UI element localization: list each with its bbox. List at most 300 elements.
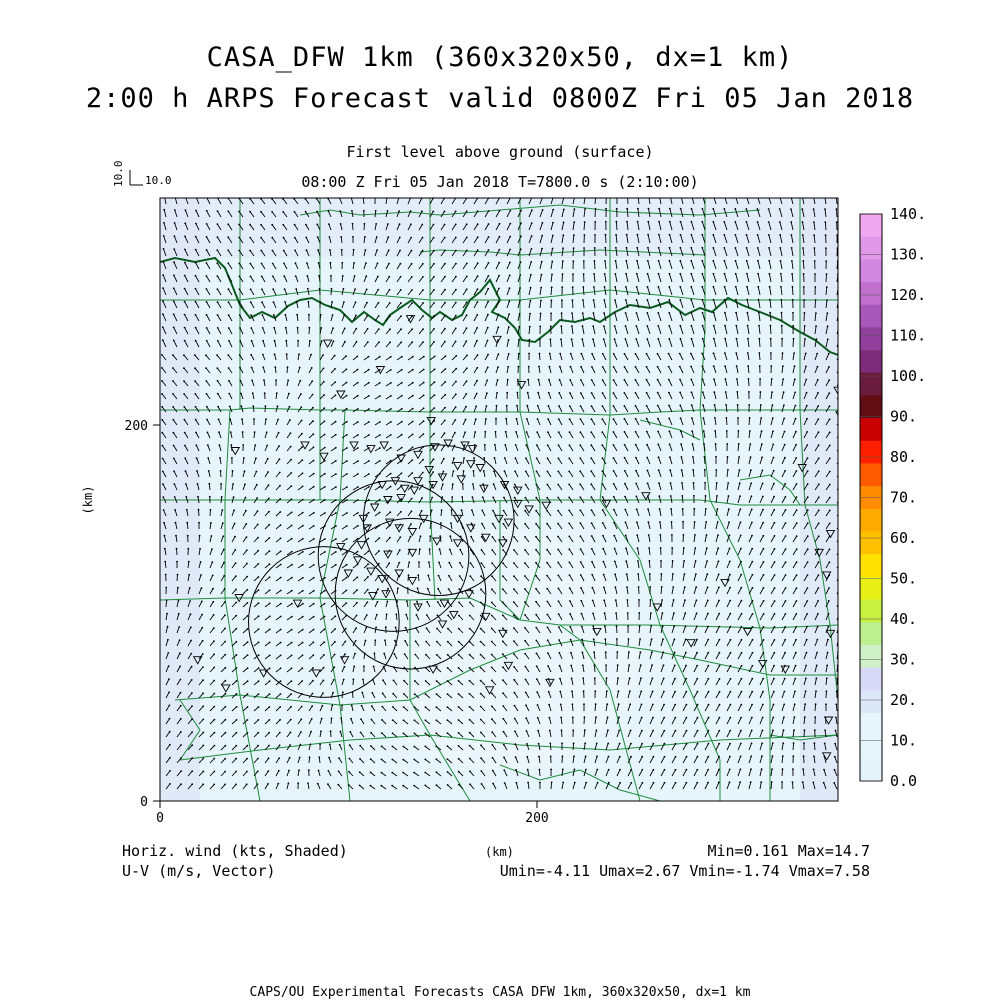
wind-vector-head bbox=[746, 273, 748, 275]
wind-vector-head bbox=[668, 353, 670, 355]
wind-vector-head bbox=[335, 512, 337, 514]
wind-vector-head bbox=[740, 743, 742, 745]
wind-vector-head bbox=[657, 379, 659, 381]
wind-vector-head bbox=[239, 354, 241, 356]
wind-vector-head bbox=[306, 249, 308, 251]
wind-vector-head bbox=[163, 209, 165, 211]
wind-vector-head bbox=[249, 263, 251, 265]
wind-vector-head bbox=[217, 236, 219, 238]
wind-vector-head bbox=[271, 211, 273, 213]
wind-vector-head bbox=[618, 730, 620, 732]
wind-vector-head bbox=[636, 273, 638, 275]
wind-vector-head bbox=[480, 732, 482, 734]
wind-vector-head bbox=[530, 261, 532, 263]
wind-vector-head bbox=[257, 537, 259, 539]
wind-vector-head bbox=[257, 783, 259, 785]
wind-vector-head bbox=[502, 575, 504, 577]
wind-vector-head bbox=[469, 732, 471, 734]
wind-vector-head bbox=[249, 237, 251, 239]
wind-vector-head bbox=[480, 615, 482, 617]
wind-vector-head bbox=[724, 299, 726, 301]
wind-vector-head bbox=[704, 482, 706, 484]
wind-vector-head bbox=[241, 418, 243, 420]
wind-vector-head bbox=[737, 404, 739, 406]
wind-vector-head bbox=[174, 509, 176, 511]
wind-vector-head bbox=[636, 312, 638, 314]
wind-vector-head bbox=[196, 470, 198, 472]
wind-vector-head bbox=[657, 325, 659, 327]
wind-vector-head bbox=[458, 784, 460, 786]
wind-vector-head bbox=[290, 706, 292, 708]
wind-vector-head bbox=[391, 772, 393, 774]
wind-vector-head bbox=[313, 512, 315, 514]
wind-vector-head bbox=[538, 756, 540, 758]
wind-vector-head bbox=[341, 249, 343, 251]
wind-vector-head bbox=[195, 419, 197, 421]
wind-vector-head bbox=[624, 457, 626, 459]
wind-vector-head bbox=[335, 551, 337, 553]
wind-vector-head bbox=[557, 575, 559, 577]
wind-vector-head bbox=[591, 496, 593, 498]
wind-vector-head bbox=[637, 221, 639, 223]
wind-vector-head bbox=[307, 782, 309, 784]
wind-vector-head bbox=[246, 589, 248, 591]
wind-vector-head bbox=[635, 457, 637, 459]
wind-vector-head bbox=[582, 325, 584, 327]
wind-vector-head bbox=[696, 612, 698, 614]
wind-vector-head bbox=[724, 312, 726, 314]
wind-vector-head bbox=[224, 601, 226, 603]
wind-vector-head bbox=[592, 600, 594, 602]
wind-vector-head bbox=[613, 509, 615, 511]
wind-vector-head bbox=[206, 340, 208, 342]
wind-vector-head bbox=[401, 382, 403, 384]
wind-vector-head bbox=[604, 260, 606, 262]
wind-vector-head bbox=[308, 769, 310, 771]
wind-vector-head bbox=[727, 456, 729, 458]
wind-vector-head bbox=[256, 497, 258, 499]
wind-vector-head bbox=[324, 628, 326, 630]
wind-vector-head bbox=[745, 208, 747, 210]
wind-vector-head bbox=[536, 665, 538, 667]
wind-vector-head bbox=[245, 523, 247, 525]
wind-vector-head bbox=[335, 434, 337, 436]
wind-vector-head bbox=[207, 444, 209, 446]
wind-vector-head bbox=[491, 692, 493, 694]
wind-vector-head bbox=[492, 783, 494, 785]
wind-vector-head bbox=[525, 666, 527, 668]
wind-vector-head bbox=[658, 247, 660, 249]
wind-vector-head bbox=[213, 784, 215, 786]
wind-vector-head bbox=[653, 756, 655, 758]
wind-vector-head bbox=[168, 678, 170, 680]
wind-vector-head bbox=[615, 586, 617, 588]
wind-vector-head bbox=[488, 236, 490, 238]
wind-vector-head bbox=[246, 783, 248, 785]
wind-vector-head bbox=[328, 223, 330, 225]
wind-vector-head bbox=[334, 355, 336, 357]
wind-vector-head bbox=[458, 615, 460, 617]
wind-vector-head bbox=[195, 314, 197, 316]
wind-vector-head bbox=[435, 758, 437, 760]
wind-vector-head bbox=[266, 445, 268, 447]
wind-vector-head bbox=[381, 706, 383, 708]
wind-vector-head bbox=[459, 575, 461, 577]
wind-vector-head bbox=[390, 356, 392, 358]
wind-vector-head bbox=[472, 496, 474, 498]
wind-vector-head bbox=[590, 457, 592, 459]
wind-vector-head bbox=[302, 486, 304, 488]
wind-vector-head bbox=[224, 771, 226, 773]
wind-vector-head bbox=[444, 420, 446, 422]
wind-vector-head bbox=[601, 431, 603, 433]
wind-vector-head bbox=[524, 588, 526, 590]
wind-vector-head bbox=[695, 560, 697, 562]
wind-vector-head bbox=[228, 340, 230, 342]
wind-vector-head bbox=[257, 510, 259, 512]
wind-vector-head bbox=[537, 717, 539, 719]
wind-vector-head bbox=[690, 353, 692, 355]
wind-vector-head bbox=[322, 705, 324, 707]
wind-vector-head bbox=[697, 743, 699, 745]
wind-vector-head bbox=[669, 443, 671, 445]
wind-vector-head bbox=[301, 680, 303, 682]
wind-vector-head bbox=[335, 486, 337, 488]
wind-vector-head bbox=[624, 496, 626, 498]
wind-vector-head bbox=[525, 704, 527, 706]
wind-vector-head bbox=[531, 235, 533, 237]
wind-vector-head bbox=[582, 299, 584, 301]
wind-vector-head bbox=[434, 368, 436, 370]
wind-vector-head bbox=[444, 432, 446, 434]
wind-vector-head bbox=[247, 602, 249, 604]
wind-vector-head bbox=[458, 602, 460, 604]
wind-vector-head bbox=[741, 639, 743, 641]
wind-vector-head bbox=[250, 301, 252, 303]
wind-vector-head bbox=[290, 472, 292, 474]
wind-vector-head bbox=[423, 369, 425, 371]
wind-vector-head bbox=[613, 470, 615, 472]
wind-vector-head bbox=[357, 499, 359, 501]
wind-vector-head bbox=[173, 274, 175, 276]
wind-vector-head bbox=[505, 431, 507, 433]
wind-vector-head bbox=[235, 784, 237, 786]
wind-vector-head bbox=[686, 730, 688, 732]
wind-vector-head bbox=[675, 782, 677, 784]
wind-vector-head bbox=[436, 771, 438, 773]
wind-vector-head bbox=[476, 314, 478, 316]
wind-vector-head bbox=[236, 706, 238, 708]
wind-vector-head bbox=[713, 338, 715, 340]
wind-vector-head bbox=[346, 499, 348, 501]
wind-vector-head bbox=[217, 393, 219, 395]
wind-vector-head bbox=[162, 445, 164, 447]
wind-vector-head bbox=[508, 326, 510, 328]
wind-vector-head bbox=[626, 586, 628, 588]
wind-vector-head bbox=[673, 612, 675, 614]
wind-vector-head bbox=[425, 680, 427, 682]
wind-vector-head bbox=[630, 769, 632, 771]
wind-vector-head bbox=[748, 404, 750, 406]
wind-vector-head bbox=[458, 745, 460, 747]
wind-vector-head bbox=[614, 299, 616, 301]
wind-vector-head bbox=[415, 640, 417, 642]
wind-vector-head bbox=[629, 703, 631, 705]
wind-vector-head bbox=[669, 469, 671, 471]
wind-vector-head bbox=[696, 769, 698, 771]
wind-vector-head bbox=[247, 732, 249, 734]
wind-vector-head bbox=[245, 510, 247, 512]
wind-vector-head bbox=[285, 340, 287, 342]
wind-vector-head bbox=[411, 276, 413, 278]
wind-vector-head bbox=[658, 208, 660, 210]
wind-vector-head bbox=[618, 690, 620, 692]
wind-vector-head bbox=[616, 638, 618, 640]
wind-vector-head bbox=[535, 575, 537, 577]
wind-vector-head bbox=[360, 732, 362, 734]
wind-vector-head bbox=[680, 221, 682, 223]
wind-vector-head bbox=[227, 210, 229, 212]
wind-vector-head bbox=[289, 757, 291, 759]
wind-vector-head bbox=[641, 769, 643, 771]
wind-vector-head bbox=[580, 535, 582, 537]
level-label: First level above ground (surface) bbox=[346, 143, 654, 161]
wind-vector-head bbox=[167, 652, 169, 654]
wind-vector-head bbox=[235, 628, 237, 630]
wind-vector-head bbox=[296, 314, 298, 316]
wind-vector-head bbox=[319, 301, 321, 303]
wind-vector-head bbox=[503, 510, 505, 512]
wind-vector-head bbox=[750, 482, 752, 484]
wind-vector-head bbox=[433, 237, 435, 239]
wind-vector-head bbox=[582, 286, 584, 288]
wind-vector bbox=[694, 483, 695, 490]
wind-vector-head bbox=[377, 276, 379, 278]
wind-vector-head bbox=[432, 471, 434, 473]
wind-vector-head bbox=[316, 224, 318, 226]
wind-vector-head bbox=[466, 263, 468, 265]
wind-vector-head bbox=[696, 782, 698, 784]
wind-vector-head bbox=[381, 732, 383, 734]
wind-vector-head bbox=[444, 315, 446, 317]
wind-vector-head bbox=[686, 717, 688, 719]
wind-vector-head bbox=[406, 600, 408, 602]
wind-vector-head bbox=[536, 471, 538, 473]
wind-vector-head bbox=[613, 522, 615, 524]
wind-vector-head bbox=[335, 394, 337, 396]
wind-vector-head bbox=[300, 731, 302, 733]
wind-vector-head bbox=[679, 353, 681, 355]
wind-vector-head bbox=[392, 706, 394, 708]
wind-vector-head bbox=[195, 249, 197, 251]
wind-vector-head bbox=[294, 211, 296, 213]
wind-vector-head bbox=[752, 587, 754, 589]
wind-vector-head bbox=[625, 299, 627, 301]
wind-vector-head bbox=[513, 679, 515, 681]
wind-vector-head bbox=[312, 433, 314, 435]
wind-vector bbox=[562, 730, 563, 737]
wind-vector-head bbox=[524, 627, 526, 629]
wind-vector-head bbox=[177, 574, 179, 576]
wind-vector-head bbox=[349, 744, 351, 746]
wind-vector-head bbox=[704, 456, 706, 458]
wind-vector-head bbox=[169, 744, 171, 746]
wind-vector-head bbox=[422, 276, 424, 278]
wind-vector-head bbox=[745, 195, 747, 197]
wind-vector-head bbox=[335, 421, 337, 423]
wind-vector-head bbox=[210, 522, 212, 524]
wind-vector-head bbox=[513, 640, 515, 642]
wind-vector-head bbox=[389, 511, 391, 513]
wind-vector-head bbox=[196, 457, 198, 459]
wind-vector-head bbox=[258, 641, 260, 643]
wind-vector-head bbox=[551, 261, 553, 263]
wind-vector-head bbox=[715, 469, 717, 471]
wind-vector-head bbox=[594, 247, 596, 249]
wind-vector-head bbox=[702, 365, 704, 367]
wind-vector-head bbox=[657, 418, 659, 420]
wind-vector-head bbox=[657, 366, 659, 368]
wind-vector-head bbox=[386, 613, 388, 615]
wind-vector-head bbox=[696, 639, 698, 641]
wind-vector-head bbox=[751, 691, 753, 693]
wind-vector-head bbox=[613, 366, 615, 368]
wind-vector-head bbox=[646, 312, 648, 314]
wind-vector-head bbox=[673, 625, 675, 627]
wind-vector-head bbox=[536, 444, 538, 446]
chart-title-line-2: 2:00 h ARPS Forecast valid 0800Z Fri 05 Jan 2018 bbox=[85, 83, 915, 114]
wind-vector-head bbox=[328, 770, 330, 772]
wind-vector-head bbox=[216, 367, 218, 369]
wind-vector-head bbox=[242, 444, 244, 446]
wind-vector-head bbox=[161, 406, 163, 408]
wind-vector-head bbox=[641, 743, 643, 745]
wind-vector-head bbox=[429, 548, 431, 550]
wind-vector-head bbox=[723, 221, 725, 223]
wind-vector-head bbox=[206, 210, 208, 212]
wind-vector-head bbox=[749, 430, 751, 432]
wind-vector-head bbox=[509, 262, 511, 264]
wind-vector-head bbox=[290, 485, 292, 487]
wind-vector-head bbox=[624, 418, 626, 420]
wind-vector-head bbox=[552, 248, 554, 250]
wind-vector-head bbox=[162, 496, 164, 498]
wind-vector-head bbox=[332, 692, 334, 694]
wind-vector-head bbox=[408, 574, 410, 576]
wind-vector-head bbox=[568, 497, 570, 499]
wind-vector-head bbox=[507, 366, 509, 368]
wind-vector-head bbox=[364, 236, 366, 238]
wind-vector-head bbox=[307, 275, 309, 277]
wind-vector-head bbox=[614, 338, 616, 340]
wind-vector-head bbox=[422, 341, 424, 343]
wind-vector-head bbox=[498, 249, 500, 251]
wind-vector-head bbox=[357, 525, 359, 527]
wind-vector-head bbox=[579, 509, 581, 511]
wind-vector-head bbox=[602, 392, 604, 394]
wind-vector-head bbox=[387, 601, 389, 603]
wind-vector-head bbox=[305, 237, 307, 239]
wind-vector-head bbox=[195, 444, 197, 446]
wind-vector-head bbox=[658, 482, 660, 484]
wind-vector bbox=[199, 510, 200, 516]
wind-vector-head bbox=[348, 771, 350, 773]
wind-vector-head bbox=[247, 706, 249, 708]
wind-vector-head bbox=[546, 562, 548, 564]
wind-vector-head bbox=[751, 522, 753, 524]
wind-vector-head bbox=[392, 732, 394, 734]
wind-vector-head bbox=[417, 587, 419, 589]
wind-vector-head bbox=[749, 417, 751, 419]
wind-vector-head bbox=[639, 625, 641, 627]
wind-vector-head bbox=[548, 392, 550, 394]
wind-vector-head bbox=[256, 471, 258, 473]
wind-vector-head bbox=[339, 744, 341, 746]
wind-vector-head bbox=[635, 379, 637, 381]
wind-vector-head bbox=[469, 628, 471, 630]
wind-vector-head bbox=[436, 641, 438, 643]
wind-vector-head bbox=[284, 301, 286, 303]
wind-vector-head bbox=[703, 430, 705, 432]
wind-vector-head bbox=[232, 483, 234, 485]
wind-vector-head bbox=[368, 550, 370, 552]
wind-vector-head bbox=[681, 456, 683, 458]
wind-vector-head bbox=[595, 703, 597, 705]
wind-vector-head bbox=[469, 745, 471, 747]
wind-vector-head bbox=[502, 536, 504, 538]
wind-vector-head bbox=[524, 562, 526, 564]
wind-vector-head bbox=[227, 236, 229, 238]
wind-vector-head bbox=[690, 273, 692, 275]
wind-vector-head bbox=[713, 286, 715, 288]
wind-vector-head bbox=[455, 263, 457, 265]
wind-vector-head bbox=[616, 195, 618, 197]
wind-vector-head bbox=[535, 510, 537, 512]
wind-vector-head bbox=[238, 263, 240, 265]
wind-vector-head bbox=[571, 312, 573, 314]
wind-vector-head bbox=[240, 393, 242, 395]
wind-vector-head bbox=[635, 418, 637, 420]
wind-vector-head bbox=[173, 287, 175, 289]
wind-vector-head bbox=[357, 551, 359, 553]
wind-vector-head bbox=[379, 421, 381, 423]
wind-vector-head bbox=[607, 716, 609, 718]
wind-vector-head bbox=[421, 224, 423, 226]
wind-vector-head bbox=[476, 327, 478, 329]
wind-vector-head bbox=[368, 369, 370, 371]
wind-vector-head bbox=[728, 521, 730, 523]
wind-vector-head bbox=[452, 483, 454, 485]
wind-vector-head bbox=[174, 235, 176, 237]
wind-vector-head bbox=[433, 433, 435, 435]
wind-vector bbox=[496, 432, 497, 438]
wind-vector-head bbox=[516, 782, 518, 784]
wind-vector-head bbox=[469, 771, 471, 773]
wind-vector-head bbox=[581, 613, 583, 615]
wind-vector-head bbox=[685, 691, 687, 693]
wind-vector-head bbox=[178, 600, 180, 602]
wind-vector-head bbox=[234, 523, 236, 525]
wind-vector-head bbox=[630, 730, 632, 732]
wind-vector-head bbox=[378, 537, 380, 539]
wind-vector-head bbox=[206, 262, 208, 264]
wind-vector-head bbox=[593, 286, 595, 288]
wind-vector bbox=[232, 471, 233, 477]
wind-vector-head bbox=[236, 667, 238, 669]
wind-vector-head bbox=[469, 654, 471, 656]
wind-vector-head bbox=[163, 248, 165, 250]
wind-vector-head bbox=[724, 365, 726, 367]
